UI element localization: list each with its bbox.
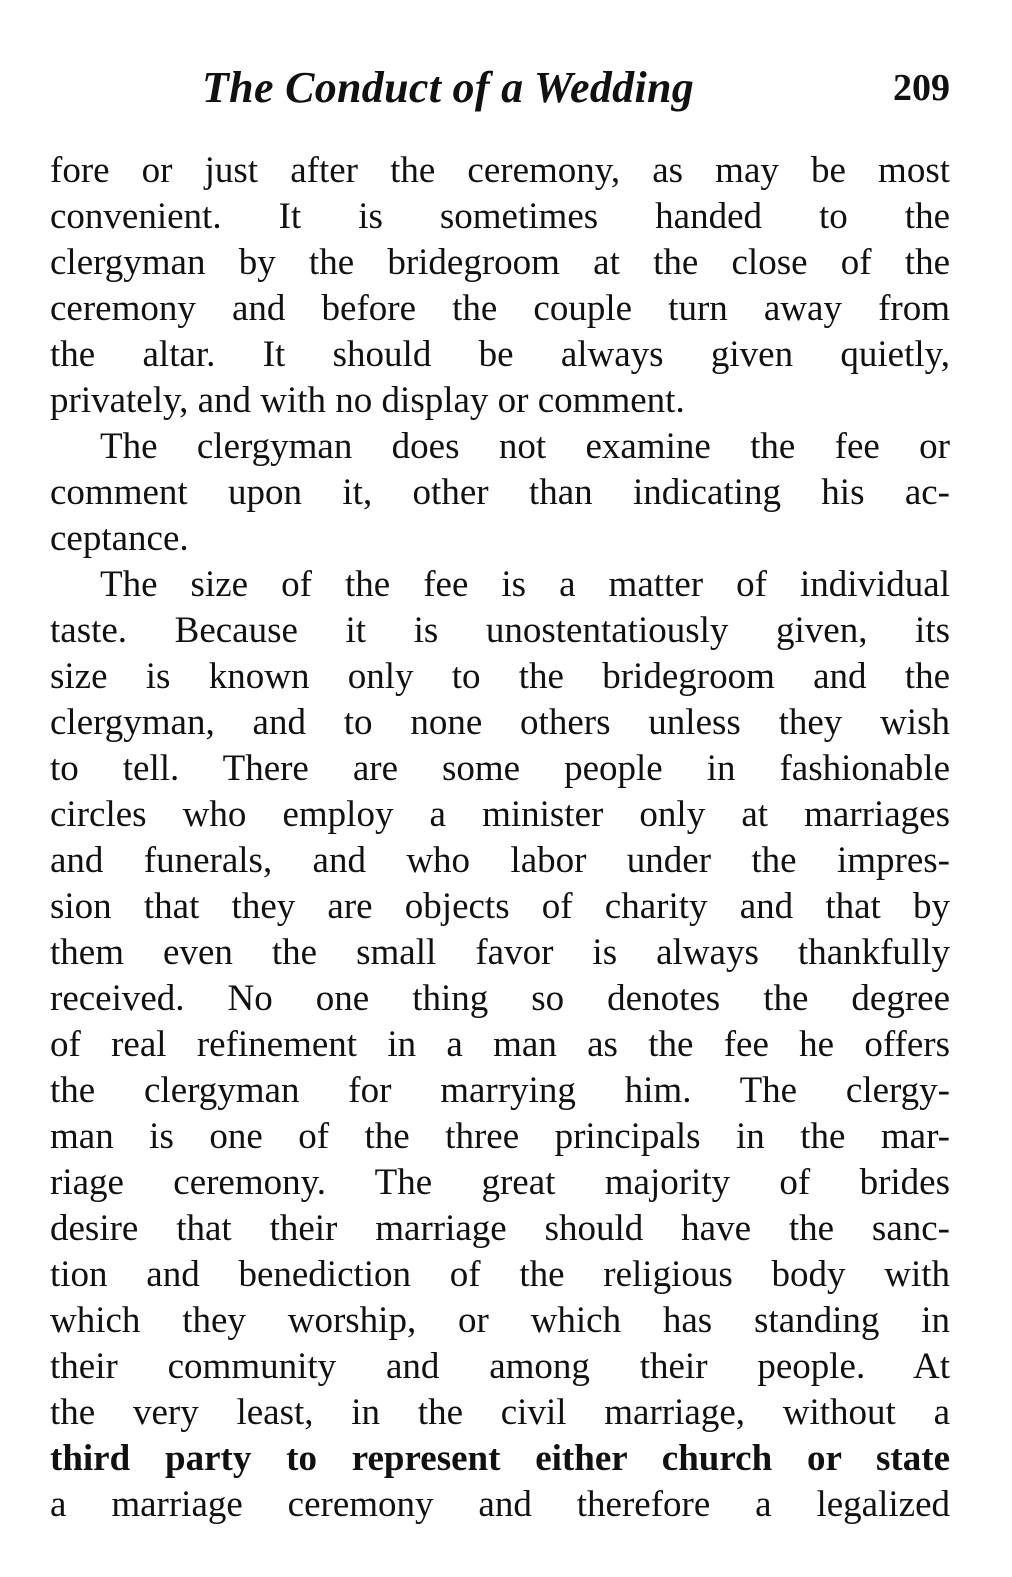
text-line: of real refinement in a man as the fee he offers [50, 1024, 950, 1065]
page-number: 209 [893, 67, 950, 109]
text-line: clergyman, and to none others unless they wish [50, 702, 950, 743]
text-line: the clergyman for marrying him. The clergy- [50, 1070, 950, 1111]
text-line: sion that they are objects of charity and that by [50, 886, 950, 927]
text-line: their community and among their people. At [50, 1346, 950, 1387]
text-line: third party to represent either church or state [50, 1438, 950, 1479]
text-line: the very least, in the civil marriage, without a [50, 1392, 950, 1433]
body-text [50, 148, 950, 1528]
text-line: to tell. There are some people in fashionable [50, 748, 950, 789]
text-line: received. No one thing so denotes the degree [50, 978, 950, 1019]
text-line: riage ceremony. The great majority of brides [50, 1162, 950, 1203]
text-line: The size of the fee is a matter of individual [100, 564, 950, 605]
text-line: The clergyman does not examine the fee or [100, 426, 950, 467]
text-line: desire that their marriage should have the sanc- [50, 1208, 950, 1249]
text-line: taste. Because it is unostentatiously given, its [50, 610, 950, 651]
text-line: ceptance. [50, 518, 189, 559]
text-line: man is one of the three principals in the mar- [50, 1116, 950, 1157]
text-line: and funerals, and who labor under the impres- [50, 840, 950, 881]
running-head [190, 58, 950, 118]
text-line: the altar. It should be always given quietly, [50, 334, 950, 375]
text-line: convenient. It is sometimes handed to the [50, 196, 950, 237]
text-line: them even the small favor is always thankfully [50, 932, 950, 973]
text-line: circles who employ a minister only at marriages [50, 794, 950, 835]
text-line: comment upon it, other than indicating his ac- [50, 472, 950, 513]
text-line: clergyman by the bridegroom at the close of the [50, 242, 950, 283]
text-line: a marriage ceremony and therefore a legalized [50, 1484, 950, 1525]
text-line: tion and benediction of the religious body with [50, 1254, 950, 1295]
text-line: fore or just after the ceremony, as may be most [50, 150, 950, 191]
text-line: which they worship, or which has standing in [50, 1300, 950, 1341]
text-line: size is known only to the bridegroom and the [50, 656, 950, 697]
running-title: The Conduct of a Wedding [202, 63, 695, 112]
text-line: privately, and with no display or comment. [50, 380, 685, 421]
text-line: ceremony and before the couple turn away from [50, 288, 950, 329]
